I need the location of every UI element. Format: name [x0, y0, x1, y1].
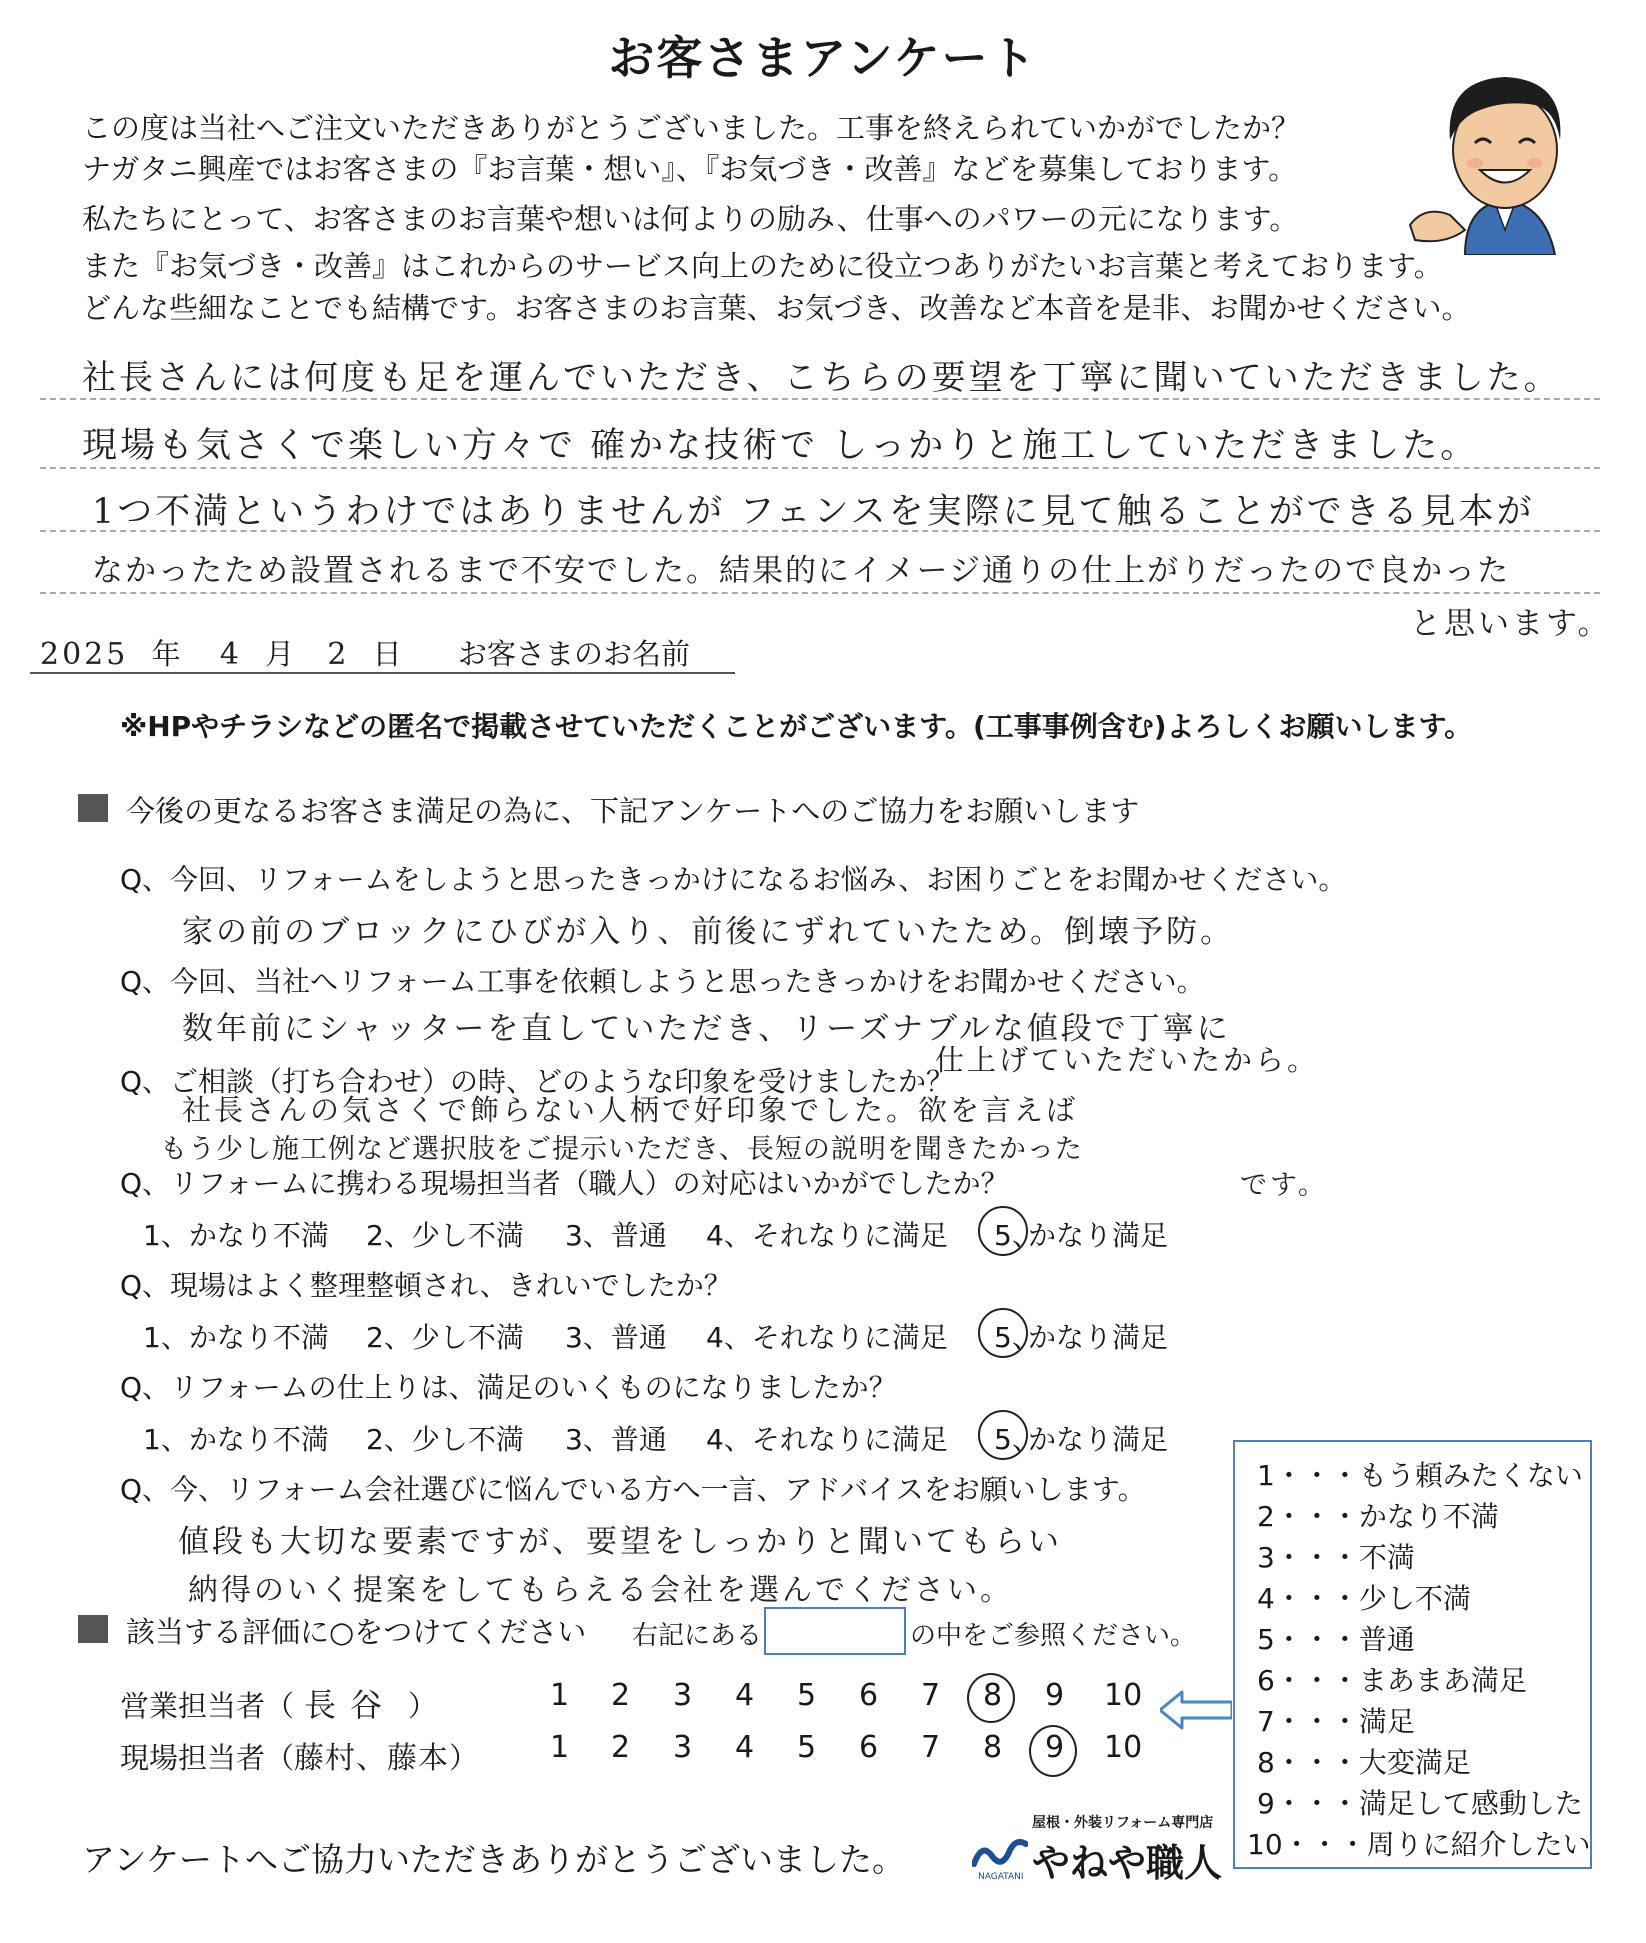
legend-item: 9・・・満足して感動した [1257, 1787, 1583, 1820]
rating-number: 5 [797, 1678, 817, 1713]
rating-number: 10 [1104, 1678, 1143, 1713]
date-month-label: 月 [265, 637, 295, 671]
company-logo [972, 1812, 1223, 1892]
answer-line: 家の前のブロックにひびが入り、前後にずれていたため。倒壊予防。 [182, 914, 1235, 950]
option-1: 1、かなり不満 [143, 1219, 329, 1252]
option-5-label: かなり満足 [1028, 1423, 1169, 1456]
comment-line: 1つ不満というわけではありませんが フェンスを実際に見て触ることができる見本が [92, 492, 1535, 532]
staff-row-sales [120, 1680, 437, 1726]
date-day-label: 日 [372, 637, 402, 671]
comment-rule [40, 592, 1600, 594]
logo-tagline: 屋根・外装リフォーム専門店 [1032, 1815, 1214, 1831]
legend-item: 7・・・満足 [1257, 1705, 1415, 1738]
section2-note-b: の中をご参照ください。 [910, 1621, 1197, 1651]
answer-line: 値段も大切な要素ですが、要望をしっかりと聞いてもらい [178, 1524, 1062, 1560]
rating-number: 1 [550, 1730, 570, 1765]
option-5-label: かなり満足 [1028, 1321, 1169, 1354]
comment-rule [40, 530, 1600, 532]
option-4: 4、それなりに満足 [706, 1321, 948, 1354]
comment-line: なかったため設置されるまで不安でした。結果的にイメージ通りの仕上がりだったので良かった [92, 553, 1511, 589]
rating-number: 6 [859, 1730, 879, 1765]
name-underline [30, 672, 735, 674]
logo-wave-icon [972, 1834, 1028, 1874]
question-text: Q、今回、リフォームをしようと思ったきっかけになるお悩み、お困りごとをお聞かせください。 [120, 863, 1347, 896]
section-marker [78, 794, 108, 822]
rating-number: 8 [983, 1730, 1003, 1765]
option-2: 2、少し不満 [366, 1219, 524, 1252]
rating-number: 4 [735, 1678, 755, 1713]
staff-row-site [120, 1733, 478, 1777]
legend-item: 3・・・不満 [1257, 1541, 1415, 1574]
intro-line: また『お気づき・改善』はこれからのサービス向上のために役立つありがたいお言葉と考えております。 [82, 249, 1443, 283]
option-5: 5、 [994, 1321, 1040, 1354]
option-3: 3、普通 [565, 1219, 667, 1252]
option-5: 5、 [994, 1219, 1040, 1252]
rating-number: 7 [921, 1730, 941, 1765]
option-3: 3、普通 [565, 1321, 667, 1354]
legend-item: 5・・・普通 [1257, 1623, 1415, 1656]
intro-line: この度は当社へご注文いただきありがとうございました。工事を終えられていかがでしたか？ [82, 111, 1301, 145]
answer-line: です。 [1240, 1170, 1328, 1201]
answer-line: 仕上げていただいたから。 [935, 1043, 1320, 1077]
intro-line: どんな些細なことでも結構です。お客さまのお言葉、お気づき、改善など本音を是非、お聞かせください。 [82, 291, 1471, 325]
option-3: 3、普通 [565, 1423, 667, 1456]
rating-number: 4 [735, 1730, 755, 1765]
selected-circle [1029, 1725, 1077, 1777]
publication-notice: ※HPやチラシなどの匿名で掲載させていただくことがございます。(工事事例含む)よろしくお願いします。 [120, 710, 1473, 743]
rating-number: 9 [1045, 1678, 1065, 1713]
thanks-message: アンケートへご協力いただきありがとうございました。 [82, 1840, 906, 1879]
intro-line: ナガタニ興産ではお客さまの『お言葉・想い』、『お気づき・改善』などを募集しております。 [82, 152, 1298, 186]
option-2: 2、少し不満 [366, 1423, 524, 1456]
legend-item: 1・・・もう頼みたくない [1257, 1459, 1583, 1492]
arrow-left-icon [1160, 1690, 1232, 1734]
section-marker [78, 1615, 108, 1643]
rating-number: 7 [921, 1678, 941, 1713]
section1-title: 今後の更なるお客さま満足の為に、下記アンケートへのご協力をお願いします [126, 794, 1140, 828]
date-day: 2 [327, 637, 350, 672]
rating-number: 1 [550, 1678, 570, 1713]
page-title: お客さまアンケート [608, 31, 1038, 85]
question-text: Q、リフォームの仕上りは、満足のいくものになりましたか？ [120, 1371, 897, 1404]
rating-legend-box [1233, 1440, 1592, 1869]
reference-box [764, 1607, 906, 1655]
rating-number: 2 [611, 1678, 631, 1713]
date-month: 4 [219, 637, 242, 672]
legend-item: 10・・・周りに紹介したい [1247, 1828, 1591, 1861]
question-text: Q、現場はよく整理整頓され、きれいでしたか？ [120, 1269, 732, 1302]
option-5: 5、 [994, 1423, 1040, 1456]
date-year: 2025 [40, 637, 129, 672]
selected-circle [978, 1410, 1028, 1460]
rating-number: 3 [673, 1730, 693, 1765]
logo-small-text: NAGATANI [978, 1872, 1024, 1882]
selected-circle [978, 1206, 1028, 1256]
comment-line: と思います。 [1410, 606, 1612, 642]
rating-number: 8 [983, 1678, 1003, 1713]
rating-number: 9 [1045, 1730, 1065, 1765]
question-text: Q、今回、当社へリフォーム工事を依頼しようと思ったきっかけをお聞かせください。 [120, 965, 1205, 998]
rating-number: 10 [1104, 1730, 1143, 1765]
staff-close: ） [408, 1689, 438, 1723]
answer-line: 納得のいく提案をしてもらえる会社を選んでください。 [188, 1573, 1013, 1608]
legend-item: 4・・・少し不満 [1257, 1582, 1471, 1615]
staff-name: 藤村、藤本 [294, 1741, 450, 1776]
rating-number: 3 [673, 1678, 693, 1713]
section2-title: 該当する評価に○をつけてください [126, 1615, 587, 1649]
intro-line: 私たちにとって、お客さまのお言葉や想いは何よりの励み、仕事へのパワーの元になります。 [82, 202, 1299, 236]
question-text: Q、今、リフォーム会社選びに悩んでいる方へ一言、アドバイスをお願いします。 [120, 1473, 1146, 1506]
staff-label: 営業担当者（ [120, 1689, 295, 1723]
option-4: 4、それなりに満足 [706, 1219, 948, 1252]
staff-avatar-illustration [1405, 55, 1605, 255]
option-5-label: かなり満足 [1028, 1219, 1169, 1252]
legend-item: 6・・・まあまあ満足 [1257, 1664, 1527, 1697]
option-1: 1、かなり不満 [143, 1321, 329, 1354]
question-text: Q、ご相談（打ち合わせ）の時、どのような印象を受けましたか？ [120, 1065, 955, 1098]
option-2: 2、少し不満 [366, 1321, 524, 1354]
date-row [40, 632, 402, 673]
comment-rule [40, 467, 1600, 469]
option-4: 4、それなりに満足 [706, 1423, 948, 1456]
rating-number: 5 [797, 1730, 817, 1765]
section2-note-a: 右記にある [632, 1621, 763, 1651]
answer-line: 数年前にシャッターを直していただき、リーズナブルな値段で丁寧に [182, 1011, 1231, 1047]
answer-line: 社長さんの気さくで飾らない人柄で好印象でした。欲を言えば [182, 1093, 1079, 1127]
rating-number: 6 [859, 1678, 879, 1713]
question-text: Q、リフォームに携わる現場担当者（職人）の対応はいかがでしたか？ [120, 1167, 1009, 1200]
comment-rule [40, 398, 1600, 400]
logo-name: やねや職人 [1032, 1841, 1223, 1885]
selected-circle [978, 1308, 1028, 1358]
staff-close: ） [449, 1741, 479, 1775]
staff-name: 長谷 [304, 1686, 397, 1724]
option-1: 1、かなり不満 [143, 1423, 329, 1456]
answer-line: もう少し施工例など選択肢をご提示いただき、長短の説明を聞きたかった [160, 1134, 1083, 1165]
staff-label: 現場担当者（ [120, 1741, 295, 1775]
comment-line: 現場も気さくで楽しい方々で 確かな技術で しっかりと施工していただきました。 [82, 426, 1479, 466]
legend-item: 8・・・大変満足 [1257, 1746, 1471, 1779]
date-year-label: 年 [151, 637, 181, 671]
selected-circle [967, 1673, 1015, 1723]
legend-item: 2・・・かなり不満 [1257, 1500, 1499, 1533]
rating-number: 2 [611, 1730, 631, 1765]
customer-name-label: お客さまのお名前 [458, 637, 691, 671]
comment-line: 社長さんには何度も足を運んでいただき、こちらの要望を丁寧に聞いていただきました。 [82, 358, 1561, 398]
